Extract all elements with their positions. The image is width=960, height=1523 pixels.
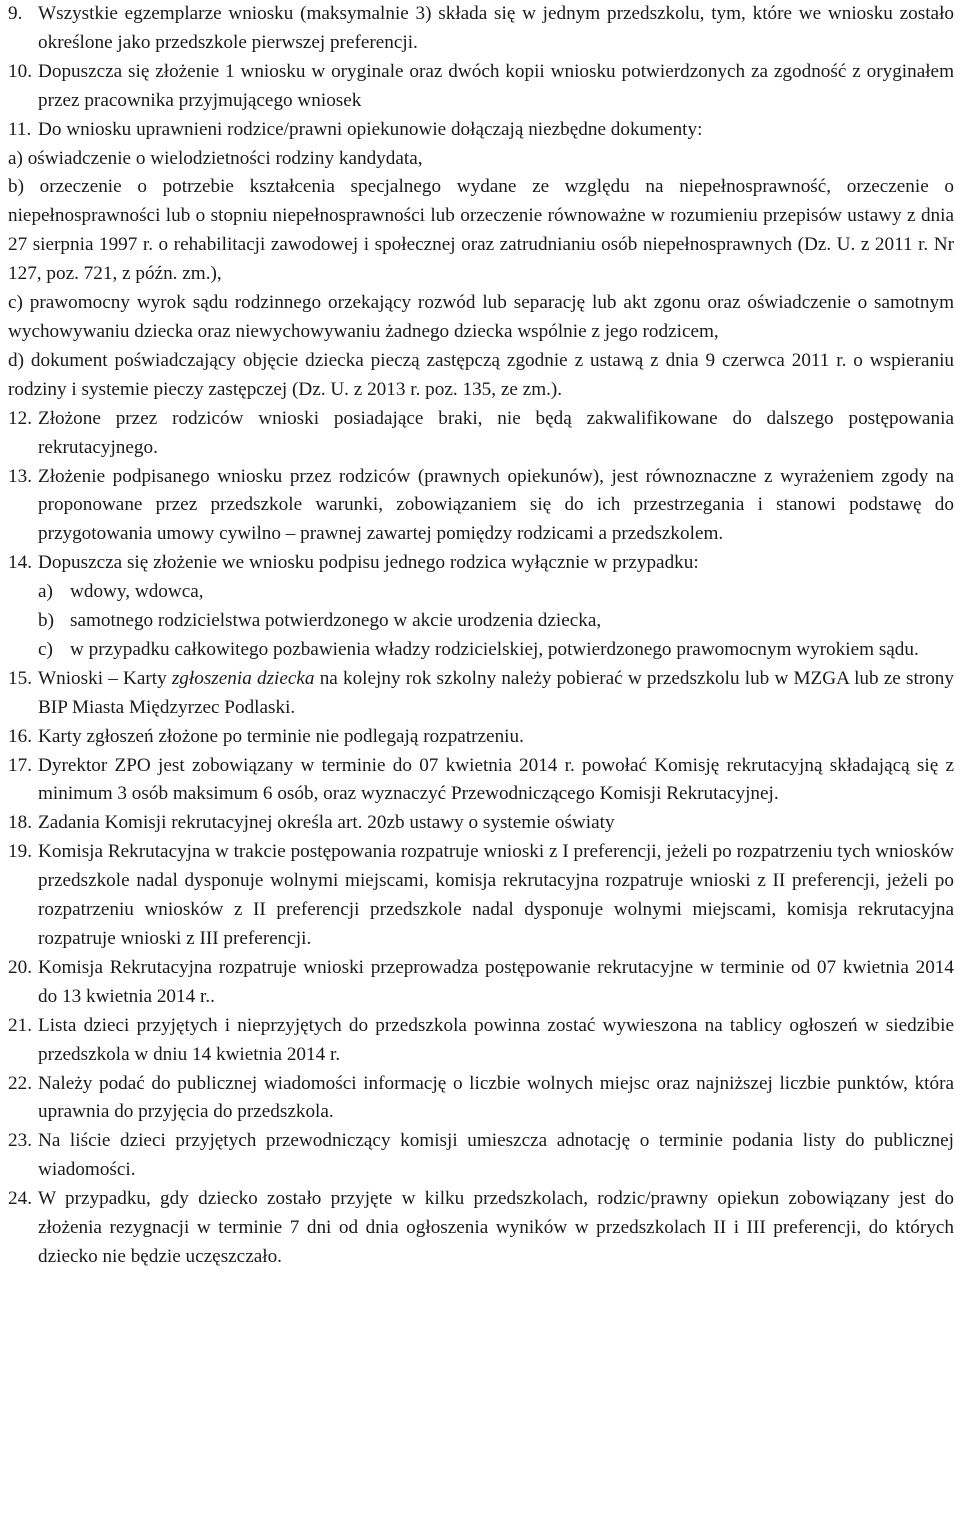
list-item-20 — [8, 954, 954, 1012]
item-text-before: Wnioski – Karty — [38, 667, 172, 689]
item-14-point-b — [8, 607, 954, 636]
item-11-point-d: d) dokument poświadczający objęcie dziecka pieczą zastępczą zgodnie z ustawą z dnia 9 czerwca 2011 r. o wspieraniu rodziny i systemie pieczy zastępczej (Dz. U. z 2013 r. poz. 135, ze zm.). — [8, 349, 954, 400]
list-item-22 — [8, 1070, 954, 1128]
list-item-21 — [8, 1012, 954, 1070]
item-text: Lista dzieci przyjętych i nieprzyjętych do przedszkola powinna zostać wywieszona na tablicy ogłoszeń w siedzibie przedszkola w dniu 14 kwietnia 2014 r. — [38, 1014, 954, 1065]
list-item-9 — [8, 0, 954, 58]
item-number: 20. — [8, 956, 32, 978]
sub-item-letter: a) — [38, 581, 53, 603]
item-number: 24. — [8, 1188, 32, 1210]
sub-item-text: wdowy, wdowca, — [70, 581, 204, 603]
item-text: Dopuszcza się złożenie we wniosku podpisu jednego rodzica wyłącznie w przypadku: — [38, 552, 699, 574]
item-text: Złożenie podpisanego wniosku przez rodziców (prawnych opiekunów), jest równoznaczne z wyrażeniem zgody na proponowane przez przedszkole warunki, zobowiązaniem się do ich przestrzegania i stanowi podstawę do przygotowania umowy cywilno – prawnej zawartej pomiędzy rodzicami a przedszkolem. — [38, 465, 954, 545]
item-number: 14. — [8, 552, 32, 574]
item-11-point-c: c) prawomocny wyrok sądu rodzinnego orzekający rozwód lub separację lub akt zgonu oraz oświadczenie o samotnym wychowywaniu dziecka oraz niewychowywaniu żadnego dziecka wspólnie z jego rodzicem, — [8, 292, 954, 342]
list-item-16 — [8, 723, 954, 752]
item-number: 22. — [8, 1072, 32, 1094]
list-item-24 — [8, 1185, 954, 1272]
list-item-15 — [8, 665, 954, 723]
item-14-point-a — [8, 578, 954, 607]
item-text: Wszystkie egzemplarze wniosku (maksymalnie 3) składa się w jednym przedszkolu, tym, które we wniosku zostało określone jako przedszkole pierwszej preferencji. — [38, 3, 954, 53]
item-text: Dopuszcza się złożenie 1 wniosku w oryginale oraz dwóch kopii wniosku potwierdzonych za zgodność z oryginałem przez pracownika przyjmującego wniosek — [38, 60, 954, 111]
list-item-14 — [8, 549, 954, 578]
item-text: W przypadku, gdy dziecko zostało przyjęte w kilku przedszkolach, rodzic/prawny opiekun zobowiązany jest do złożenia rezygnacji w terminie 7 dni od dnia ogłoszenia wyników w przedszkolach II i III preferencji, do których dziecko nie będzie uczęszczało. — [38, 1188, 954, 1267]
item-number: 15. — [8, 667, 32, 689]
list-item-17 — [8, 752, 954, 810]
sub-item-letter: b) — [38, 610, 54, 632]
item-number: 21. — [8, 1014, 32, 1036]
list-item-19 — [8, 838, 954, 954]
item-number: 16. — [8, 725, 32, 747]
sub-item-text: w przypadku całkowitego pozbawienia władzy rodzicielskiej, potwierdzonego prawomocnym wyrokiem sądu. — [70, 638, 919, 660]
list-item-10 — [8, 58, 954, 116]
item-text: Zadania Komisji rekrutacyjnej określa art. 20zb ustawy o systemie oświaty — [38, 812, 615, 834]
item-text: Należy podać do publicznej wiadomości informację o liczbie wolnych miejsc oraz najniższej liczbie punktów, która uprawnia do przyjęcia do przedszkola. — [38, 1072, 954, 1123]
item-text: Dyrektor ZPO jest zobowiązany w terminie do 07 kwietnia 2014 r. powołać Komisję rekrutacyjną składającą się z minimum 3 osób maksimum 6 osób, oraz wyznaczyć Przewodniczącego Komisji Rekrutacyjnej. — [38, 754, 954, 805]
list-item-12 — [8, 405, 954, 463]
item-text-after: na kolejny rok szkolny należy pobierać w przedszkolu lub w MZGA lub ze strony BIP Miasta Międzyrzec Podlaski. — [38, 667, 954, 718]
item-text-italic: zgłoszenia dziecka — [171, 667, 315, 689]
sub-item-text: samotnego rodzicielstwa potwierdzonego w akcie urodzenia dziecka, — [70, 610, 602, 632]
item-text: Na liście dzieci przyjętych przewodniczący komisji umieszcza adnotację o terminie podania listy do publicznej wiadomości. — [38, 1130, 954, 1181]
item-text: Złożone przez rodziców wnioski posiadające braki, nie będą zakwalifikowane do dalszego postępowania rekrutacyjnego. — [38, 407, 954, 458]
item-number: 17. — [8, 754, 32, 776]
list-item-11 — [8, 116, 954, 145]
item-text: Komisja Rekrutacyjna rozpatruje wnioski przeprowadza postępowanie rekrutacyjne w terminie od 07 kwietnia 2014 do 13 kwietnia 2014 r.. — [38, 956, 954, 1007]
sub-item-letter: c) — [38, 638, 53, 660]
item-number: 23. — [8, 1130, 32, 1152]
list-item-23 — [8, 1127, 954, 1185]
item-number: 9. — [8, 3, 23, 24]
item-number: 18. — [8, 812, 32, 834]
list-item-13 — [8, 463, 954, 550]
item-11-point-a: a) oświadczenie o wielodzietności rodziny kandydata, — [8, 147, 423, 169]
item-number: 13. — [8, 465, 32, 487]
item-number: 10. — [8, 60, 32, 82]
list-item-18 — [8, 809, 954, 838]
item-11-point-b: b) orzeczenie o potrzebie kształcenia specjalnego wydane ze względu na niepełnosprawność, orzeczenie o niepełnosprawności lub o stopniu niepełnosprawności lub orzeczenie równoważne w rozumieniu przepisów ustawy z dnia 27 sierpnia 1997 r. o rehabilitacji zawodowej i społecznej oraz zatrudnianiu osób niepełnosprawnych (Dz. U. z 2011 r. Nr 127, poz. 721, z późn. zm.), — [8, 176, 954, 285]
item-number: 12. — [8, 407, 32, 429]
item-text: Komisja Rekrutacyjna w trakcie postępowania rozpatruje wnioski z I preferencji, jeżeli po rozpatrzeniu tych wniosków przedszkole nadal dysponuje wolnymi miejscami, komisja rekrutacyjna rozpatruje wnioski z II preferencji, jeżeli po rozpatrzeniu wniosków z II preferencji przedszkole nadal dysponuje wolnymi miejscami, komisja rekrutacyjna rozpatruje wnioski z III preferencji. — [38, 841, 954, 949]
item-text: Karty zgłoszeń złożone po terminie nie podlegają rozpatrzeniu. — [38, 725, 524, 747]
item-number: 19. — [8, 841, 32, 863]
item-number: 11. — [8, 118, 32, 140]
item-text: Do wniosku uprawnieni rodzice/prawni opiekunowie dołączają niezbędne dokumenty: — [38, 118, 703, 140]
item-14-point-c — [8, 636, 954, 665]
